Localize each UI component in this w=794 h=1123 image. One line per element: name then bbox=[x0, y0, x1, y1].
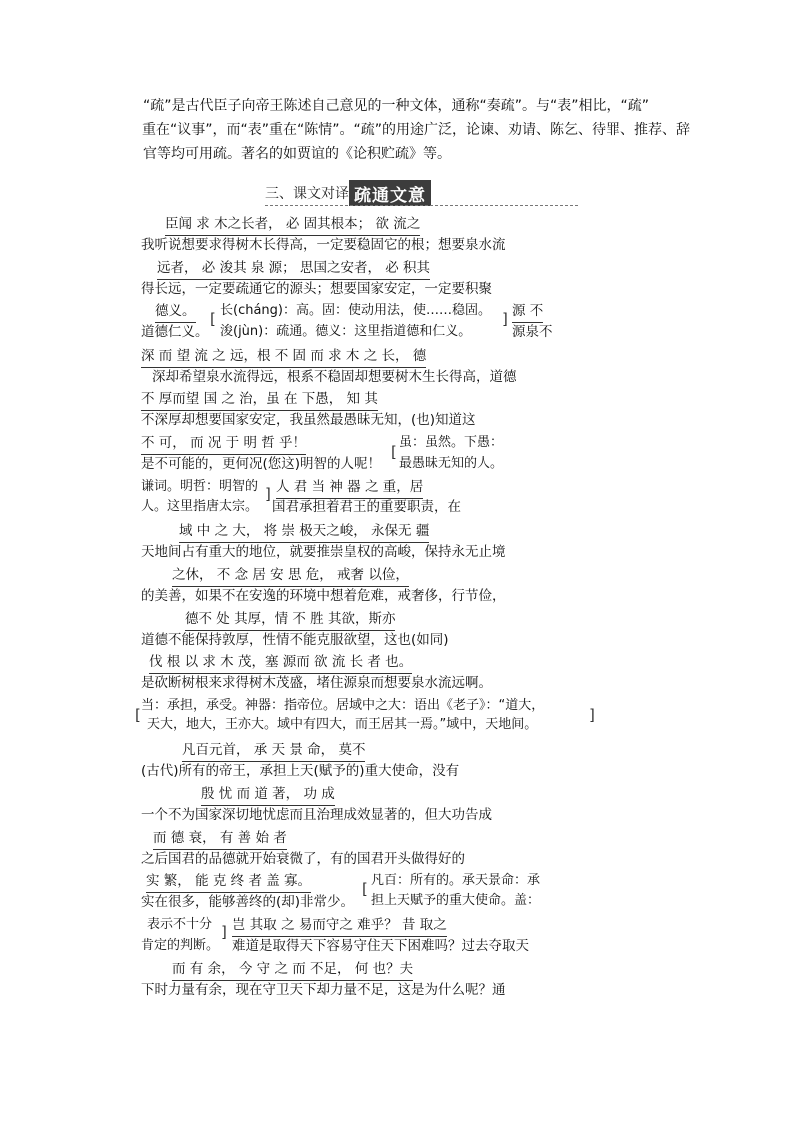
translation-line: 源泉不 bbox=[512, 324, 553, 340]
original-line: 深 而 望 流 之 远，根 不 固 而 求 木 之 长， 德 bbox=[141, 347, 426, 368]
bracket-close: ] bbox=[265, 485, 271, 503]
section-label: 三、课文对译 bbox=[265, 186, 349, 202]
original-line: 而 有 余， 今 守 之 而 不足， 何 也？夫 bbox=[172, 960, 413, 981]
dashed-rule bbox=[265, 205, 578, 206]
translation-line: 下时力量有余，现在守卫天下却力量不足，这是为什么呢？通 bbox=[141, 982, 506, 998]
bracket-close: ] bbox=[221, 923, 227, 941]
annotation-line: 担上天赋予的重大使命。盖： bbox=[371, 893, 541, 908]
translation-line: 的美善，如果不在安逸的环境中想着危难，戒奢侈，行节俭， bbox=[141, 588, 506, 604]
translation-line: 难道是取得天下容易守住天下困难吗？过去夺取天 bbox=[232, 938, 529, 954]
bracket-open: [ bbox=[362, 880, 368, 898]
intro-line: 重在“议事”，而“表”重在“陈情”。“疏”的用途广泛，论谏、劝请、陈乞、待罪、推荐、辞 bbox=[142, 122, 691, 138]
annotation-line: 天大，地大，王亦大。域中有四大，而王居其一焉。”域中，天地间。 bbox=[147, 717, 538, 732]
original-line: 实 繁， 能 克 终 者 盖 寡。 bbox=[146, 872, 311, 893]
intro-line: “疏”是古代臣子向帝王陈述自己意见的一种文体，通称“奏疏”。与“表”相比，“疏” bbox=[143, 98, 650, 114]
annotation-line: 谦词。明哲：明智的 bbox=[141, 479, 259, 494]
original-line: 凡百元首， 承 天 景 命， 莫不 bbox=[182, 741, 365, 762]
original-line: 人 君 当 神 器 之 重，居 bbox=[276, 478, 423, 499]
translation-line: 天地间占有重大的地位，就要推崇皇权的高峻，保持永无止境 bbox=[141, 544, 506, 560]
bracket-close: ] bbox=[502, 310, 508, 328]
original-line: 源 不 bbox=[512, 302, 543, 323]
section-header bbox=[265, 180, 431, 206]
translation-line: 之后国君的品德就开始衰微了，有的国君开头做得好的 bbox=[141, 851, 465, 867]
annotation-line: 人。这里指唐太宗。 bbox=[141, 499, 259, 514]
bracket-open: [ bbox=[391, 443, 397, 461]
annotation-line: 肯定的判断。 bbox=[141, 938, 220, 953]
annotation-line: 浚(jùn)：疏通。德义：这里指道德和仁义。 bbox=[220, 324, 472, 339]
original-line: 之休， 不 念 居 安 思 危， 戒奢 以俭， bbox=[172, 566, 409, 587]
annotation-line: 凡百：所有的。承天景命：承 bbox=[371, 873, 541, 888]
intro-line: 官等均可用疏。著名的如贾谊的《论积贮疏》等。 bbox=[143, 146, 451, 162]
original-line: 远者， 必 浚其 泉 源； 思国之安者， 必 积其 bbox=[157, 259, 430, 280]
bracket-open: [ bbox=[135, 706, 141, 724]
translation-line: 国君承担着君王的重要职责，在 bbox=[272, 499, 461, 515]
translation-line: (古代)所有的帝王，承担上天(赋予的)重大使命，没有 bbox=[141, 763, 460, 779]
original-line: 不 可， 而 况 于 明 哲 乎！ bbox=[141, 434, 306, 455]
original-line: 而 德 衰， 有 善 始 者 bbox=[153, 829, 287, 850]
annotation-line: 虽：虽然。下愚： bbox=[399, 435, 504, 450]
original-line: 殷 忧 而 道 著， 功 成 bbox=[201, 785, 335, 806]
original-line: 域 中 之 大， 将 崇 极天之峻， 永保无 疆 bbox=[179, 522, 429, 543]
annotation-line: 最愚昧无知的人。 bbox=[399, 456, 504, 471]
translation-line: 我听说想要求得树木长得高，一定要稳固它的根；想要泉水流 bbox=[141, 237, 506, 253]
translation-line: 是砍断树根来求得树木茂盛，堵住源泉而想要泉水流远啊。 bbox=[141, 675, 492, 691]
translation-line: 一个不为国家深切地忧虑而且治理成效显著的，但大功告成 bbox=[141, 807, 492, 823]
translation-line: 道德仁义。 bbox=[141, 324, 209, 340]
translation-line: 得长远，一定要疏通它的源头；想要国家安定，一定要积聚 bbox=[141, 281, 492, 297]
bracket-close: ] bbox=[589, 706, 595, 724]
annotation-line: 表示不十分 bbox=[147, 917, 213, 932]
translation-line: 深却希望泉水流得远，根系不稳固却想要树木生长得高，道德 bbox=[152, 369, 517, 385]
translation-line: 是不可能的，更何况(您这)明智的人呢！ bbox=[141, 456, 382, 472]
original-line: 岂 其取 之 易而守之 难乎？ 昔 取之 bbox=[232, 916, 447, 937]
bracket-open: [ bbox=[210, 310, 216, 328]
original-line: 德不 处 其厚，情 不 胜 其欲，斯亦 bbox=[185, 610, 395, 631]
original-line: 不 厚而望 国 之 治，虽 在 下愚， 知 其 bbox=[141, 390, 378, 411]
translation-line: 道德不能保持敦厚，性情不能克服欲望，这也(如同) bbox=[141, 632, 449, 648]
translation-line: 实在很多，能够善终的(却)非常少。 bbox=[141, 894, 355, 910]
section-badge: 疏通文意 bbox=[349, 180, 431, 206]
original-line: 臣闻 求 木之长者， 必 固其根本； 欲 流之 bbox=[165, 215, 420, 236]
original-line: 伐 根 以 求 木 茂，塞 源而 欲 流 长 者 也。 bbox=[149, 653, 412, 674]
original-line: 德义。 bbox=[155, 302, 196, 323]
intro-paragraph bbox=[143, 94, 703, 166]
annotation-line: 长(cháng)：高。固：使动用法，使……稳固。 bbox=[220, 303, 491, 318]
annotation-line: 当：承担，承受。神器：指帝位。居域中之大：语出《老子》：“道大， bbox=[141, 698, 545, 713]
translation-line: 不深厚却想要国家安定，我虽然最愚昧无知，(也)知道这 bbox=[141, 412, 476, 428]
